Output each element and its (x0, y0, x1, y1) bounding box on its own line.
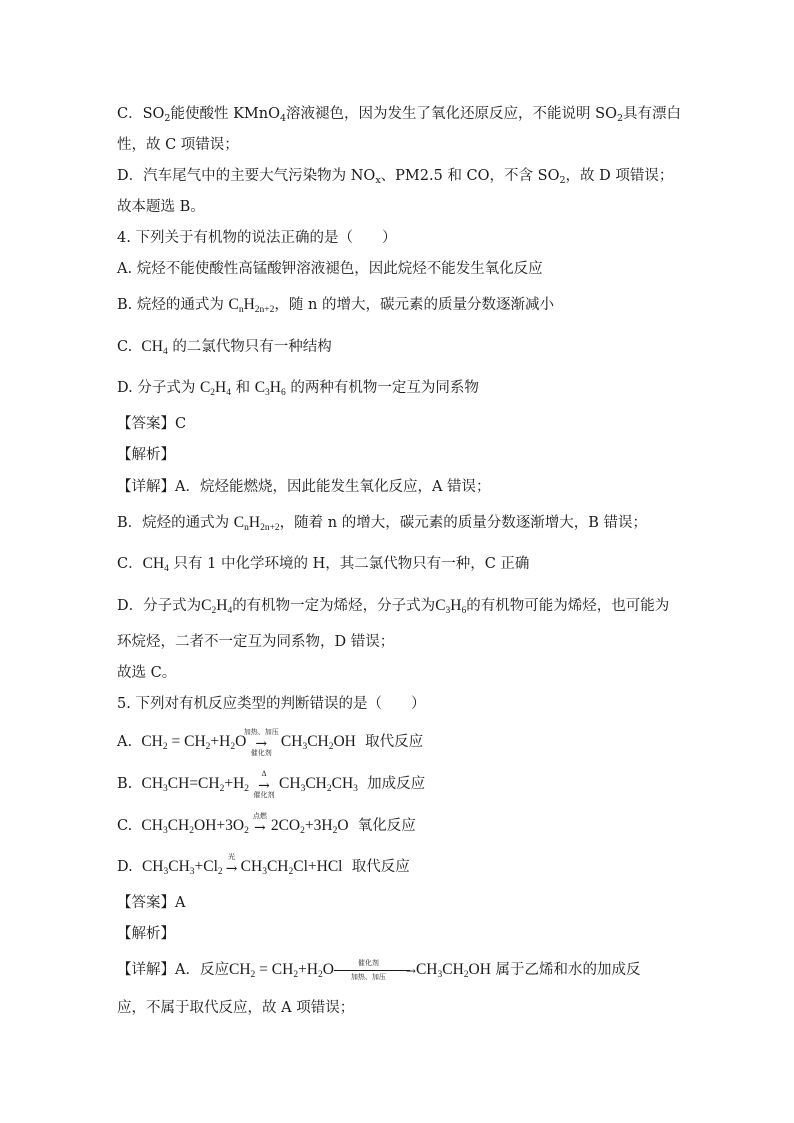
question-4-detail-d-line1: D．分子式为$C_2H_4$的有机物一定为烯烃，分子式为$C_3H_6$的有机物可能为烯烃，也可能为 (117, 597, 670, 616)
conclusion-q3: 故本题选 B。 (117, 199, 205, 215)
question-4-answer: 【答案】C (117, 416, 187, 432)
question-5-stem: 5. 下列对有机反应类型的判断错误的是（ ） (117, 696, 426, 712)
question-4-stem: 4. 下列关于有机物的说法正确的是（ ） (117, 230, 397, 246)
question-5-option-b: B. $CH_3CH=CH_2+H_2$ Δ → 催化剂 $CH_3CH_2CH_3$ 加成反应 (117, 770, 426, 799)
question-5-option-d: D. $CH_3CH_3+Cl_2$ 光 → $CH_3CH_2Cl+HCl$ 取代反应 (117, 853, 410, 877)
question-4-option-d: D. 分子式为 $C_2H_4$ 和 $C_3H_6$ 的两种有机物一定互为同系物 (117, 379, 479, 398)
question-4-option-b: B. 烷烃的通式为 $C_nH_{2n+2}$，随 n 的增大，碳元素的质量分数逐渐减小 (117, 296, 554, 315)
reaction-arrow: Δ → 催化剂 (253, 770, 275, 799)
reaction-arrow: 加热、加压 → 催化剂 (243, 728, 279, 757)
question-4-detail-d-line2: 环烷烃，二者不一定互为同系物，D 错误； (117, 634, 395, 650)
question-4-detail-c: C．$CH_4$ 只有 1 中化学环境的 H，其二氯代物只有一种，C 正确 (117, 555, 530, 574)
question-5-option-c: C. $CH_3CH_2OH+3O_2$ 点燃 → $2CO_2+3H_2O$ 氧化反应 (117, 812, 416, 836)
question-4-analysis-heading: 【解析】 (117, 447, 175, 463)
question-5-analysis-heading: 【解析】 (117, 926, 175, 942)
question-4-option-c: C. $CH_4$ 的二氯代物只有一种结构 (117, 338, 332, 357)
question-5-detail-a-line1: 【详解】A．反应$CH_2 = CH_2+H_2O$ 催化剂 → 加热、加压 $CH_3CH_2OH$ 属于乙烯和水的加成反 (117, 959, 641, 981)
reaction-arrow: 点燃 → (252, 812, 267, 836)
option-d-explanation: D．汽车尾气中的主要大气污染物为 $NO_x$、PM2.5 和 CO，不含 $SO_2$，故 D 项错误； (117, 168, 674, 186)
question-5-option-a: A. $CH_2 = CH_2+H_2O$ 加热、加压 → 催化剂 $CH_3CH_2OH$ 取代反应 (117, 728, 424, 757)
option-c-explanation-line2: 性，故 C 项错误； (117, 137, 239, 153)
reaction-arrow: 催化剂 → 加热、加压 (334, 960, 416, 980)
question-5-answer: 【答案】A (117, 895, 186, 911)
question-4-detail-a: 【详解】A．烷烃能燃烧，因此能发生氧化反应，A 错误； (117, 479, 491, 495)
question-4-option-a: A. 烷烃不能使酸性高锰酸钾溶液褪色，因此烷烃不能发生氧化反应 (117, 261, 543, 277)
reaction-arrow: 光 → (225, 853, 238, 877)
conclusion-q4: 故选 C。 (117, 665, 177, 681)
question-4-detail-b: B．烷烃的通式为 $C_nH_{2n+2}$，随着 n 的增大，碳元素的质量分数逐渐增大，B 错误； (117, 514, 647, 533)
question-5-detail-a-line2: 应，不属于取代反应，故 A 项错误； (117, 1000, 355, 1016)
option-c-explanation-line1: C．$SO_2$能使酸性 KMnO$_4$溶液褪色，因为发生了氧化还原反应，不能说明 $SO_2$具有漂白 (117, 106, 682, 124)
